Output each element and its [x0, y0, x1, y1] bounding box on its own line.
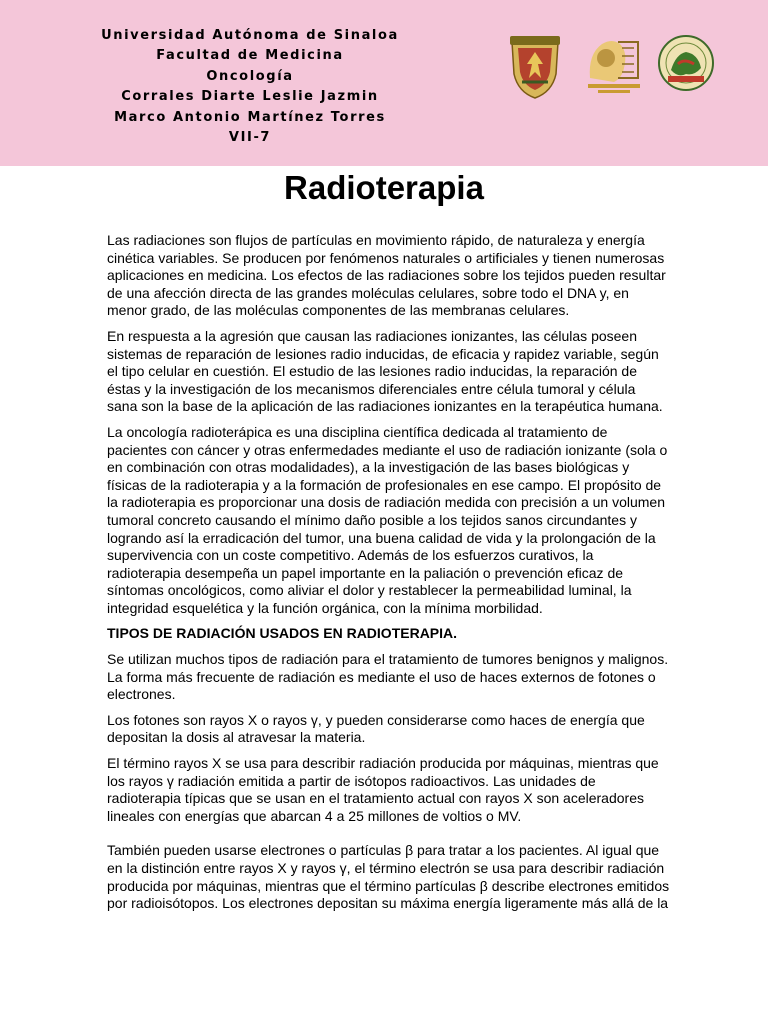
text-line: aplicaciones en medicina. Los efectos de las radiaciones sobre los tejidos pueden resultar	[107, 267, 666, 284]
page-title: Radioterapia	[284, 169, 484, 206]
text-line: producida por máquinas, mientras que el término partículas β describe electrones emitidos	[107, 877, 670, 894]
paragraph-repair	[107, 328, 663, 416]
text-line: Se utilizan muchos tipos de radiación para el tratamiento de tumores benignos y malignos.	[107, 651, 669, 668]
text-line: por radioisótopos. Los electrones depositan su máxima energía ligeramente más allá de la	[107, 895, 669, 912]
text-line: síntomas oncológicos, como aliviar el dolor y restablecer la permeabilidad luminal, la	[107, 582, 632, 599]
author-name: Corrales Diarte Leslie Jazmin	[121, 89, 379, 105]
text-line: físicas de la radioterapia y a la formación de profesionales en ese campo. El propósito de	[107, 476, 662, 493]
paragraph-xrays	[107, 755, 663, 825]
text-line: La oncología radioterápica es una disciplina científica dedicada al tratamiento de	[107, 423, 608, 440]
text-line: radioterapia típicas que se usan en el tratamiento actual con rayos X son aceleradores	[107, 790, 644, 807]
text-line: el tipo celular en cuestión. El estudio de las lesiones radio inducidas, la reparación de	[107, 363, 637, 380]
section-heading: TIPOS DE RADIACIÓN USADOS EN RADIOTERAPIA.	[107, 625, 458, 642]
text-line: Los fotones son rayos X o rayos γ, y pueden considerarse como haces de energía que	[107, 711, 645, 728]
text-line: electrones.	[107, 686, 176, 703]
paragraph-photons	[107, 712, 663, 747]
text-line: El término rayos X se usa para describir radiación producida por máquinas, mientras que	[107, 755, 659, 772]
text-line: en combinación con otras modalidades), a la investigación de las bases biológicas y	[107, 459, 630, 476]
text-line: lineales con energías que abarcan 4 a 25 millones de voltios o MV.	[107, 807, 522, 824]
institution-block	[60, 26, 440, 148]
oncology-society-seal-icon	[656, 34, 716, 92]
instructor-name: Marco Antonio Martínez Torres	[114, 109, 386, 125]
paragraph-intro	[107, 232, 666, 320]
text-line: depositan la dosis al atravesar la materia.	[107, 729, 366, 746]
text-line: pacientes con cáncer y otras enfermedades mediante el uso de radiación ionizante (sola o	[107, 441, 668, 458]
paragraph-electrons	[107, 842, 670, 912]
text-line: la radioterapia es proporcionar una dosis de radiación medida con precisión a un volumen	[107, 494, 666, 511]
university-name: Universidad Autónoma de Sinaloa	[101, 28, 399, 43]
text-line: sana son la base de la aplicación de las radiaciones ionizantes en la terapéutica humana.	[107, 398, 663, 415]
university-crest-icon	[508, 34, 562, 100]
text-line: sistemas de reparación de lesiones radio inducidas, de eficacia y rapidez variable, según	[107, 345, 659, 362]
text-line: La forma más frecuente de radiación es mediante el uso de haces externos de fotones o	[107, 668, 656, 685]
text-line: los rayos γ radiación emitida a partir de isótopos radioactivos. Las unidades de	[107, 772, 596, 789]
text-line: radioterapia desempeña un papel importante en la paliación o prevención eficaz de	[107, 564, 624, 581]
text-line: cinética variables. Se producen por fenómenos naturales o artificiales y tienen numerosas	[107, 249, 665, 266]
text-line: de una afección directa de las grandes moléculas celulares, sobre todo el DNA y, en	[107, 284, 629, 301]
faculty-anniversary-logo-icon	[584, 34, 644, 96]
text-line: logrando así la erradicación del tumor, una buena calidad de vida y la prolongación de la	[107, 529, 656, 546]
faculty-name: Facultad de Medicina	[156, 48, 344, 64]
text-line: éstas y la investigación de los mecanismos diferenciales entre célula tumoral y célula	[107, 380, 636, 397]
group-label: VII-7	[228, 130, 272, 146]
paragraph-oncology	[107, 423, 668, 618]
text-line: menor grado, de las moléculas componentes de las membranas celulares.	[107, 302, 570, 319]
text-line: Las radiaciones son flujos de partículas en movimiento rápido, de naturaleza y energía	[107, 232, 645, 248]
text-line: tumoral concreto causando el mínimo daño posible a los tejidos sanos circundantes y	[107, 511, 637, 528]
text-line: En respuesta a la agresión que causan las radiaciones ionizantes, las células poseen	[107, 327, 638, 344]
text-line: También pueden usarse electrones o partículas β para tratar a los pacientes. Al igual que	[107, 842, 660, 859]
text-line: en la distinción entre rayos X y rayos γ, el término electrón se usa para describir radiación	[107, 860, 665, 876]
text-line: integridad esquelética y la función orgánica, con la mínima morbilidad.	[107, 599, 543, 616]
logo-row	[508, 34, 723, 106]
paragraph-radiation-types	[107, 651, 669, 704]
header-banner	[0, 0, 768, 166]
text-line: supervivencia con un coste competitivo. Además de los esfuerzos curativos, la	[107, 547, 594, 564]
course-name: Oncología	[206, 68, 294, 84]
document-body	[107, 232, 670, 921]
